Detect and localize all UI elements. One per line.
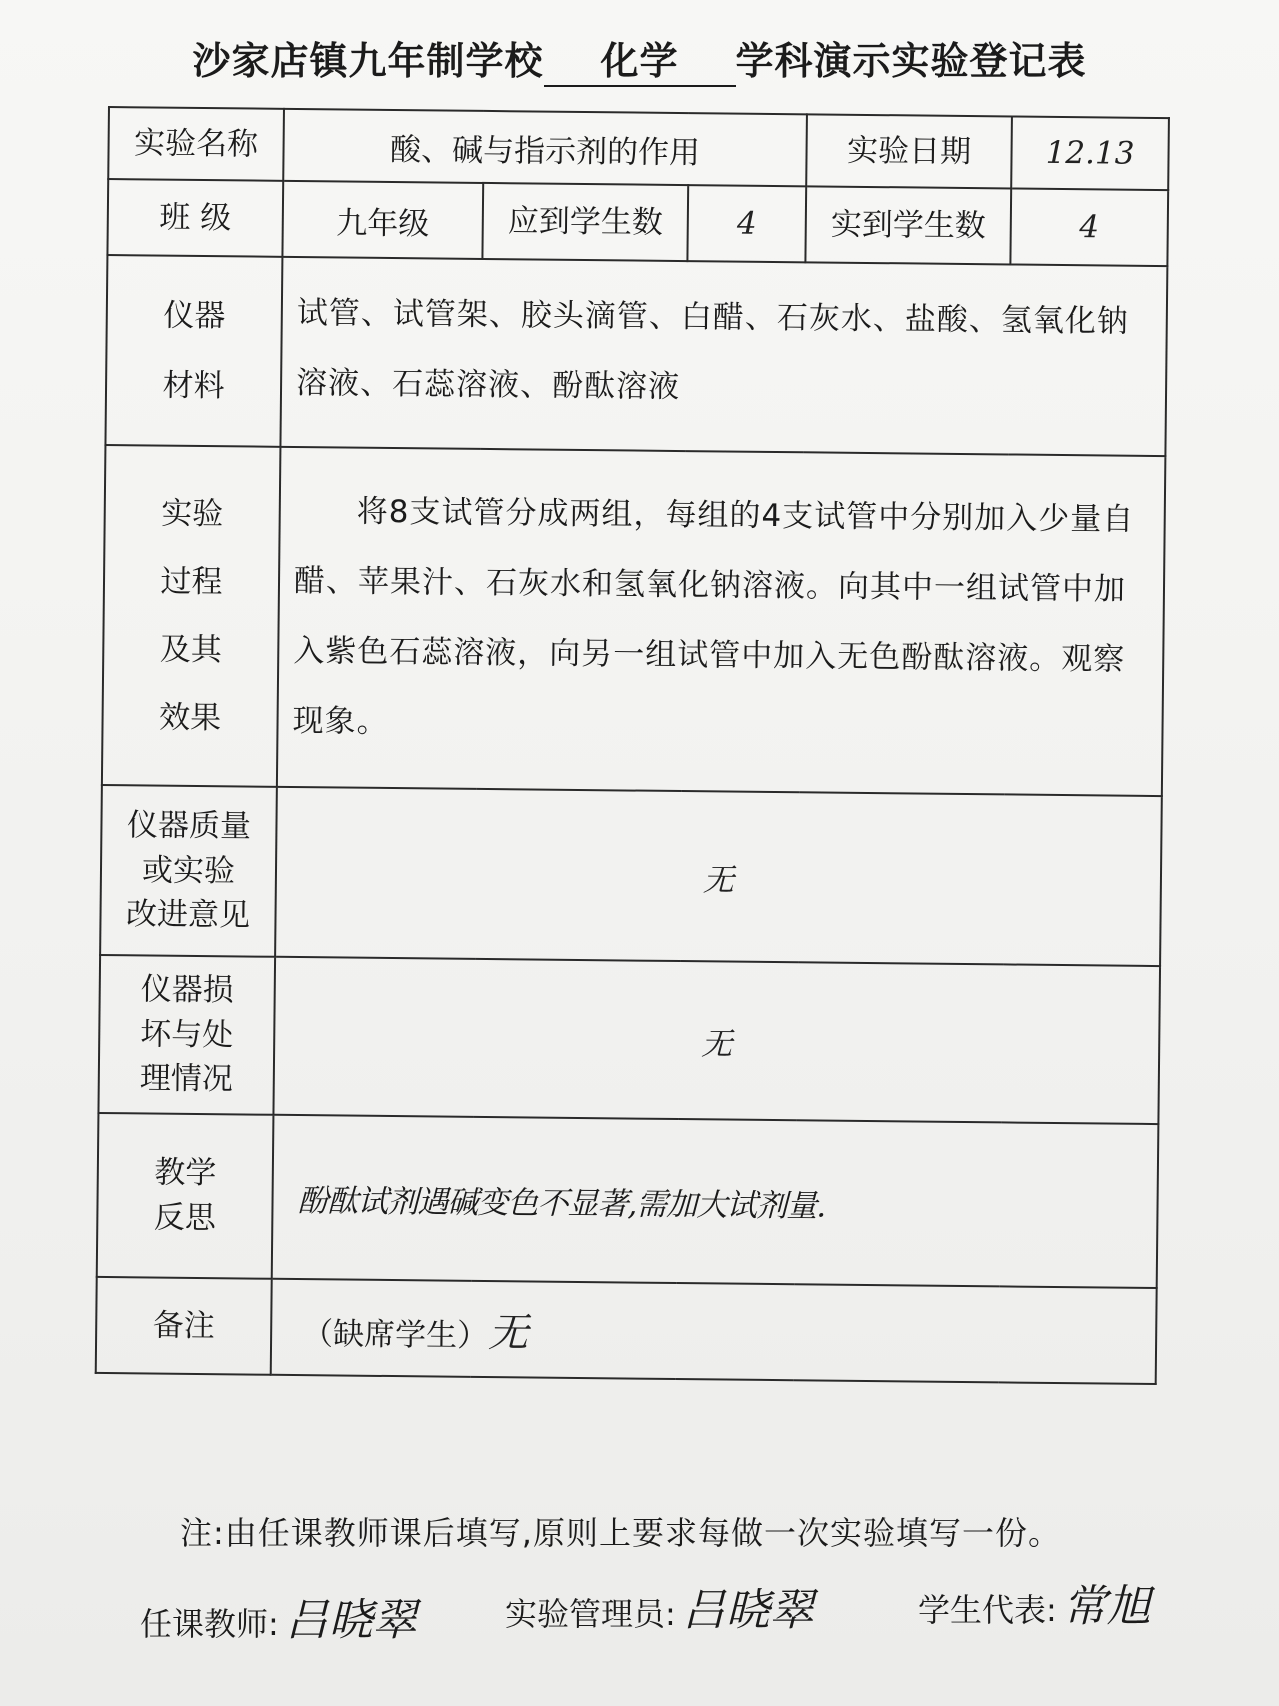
reflection-label-line2: 反思 <box>153 1199 217 1237</box>
reflection-label-line1: 教学 <box>154 1154 217 1192</box>
actual-count-label: 实到学生数 <box>805 186 1011 264</box>
process-label-line1: 实验 <box>161 495 224 533</box>
quality-value: 无 <box>275 787 1162 966</box>
damage-label-line3: 理情况 <box>139 1060 233 1098</box>
row-class-counts <box>107 179 1168 266</box>
materials-label <box>105 255 282 447</box>
row-materials <box>105 255 1167 456</box>
remark-value: 无 <box>487 1309 529 1356</box>
row-reflection <box>97 1113 1159 1288</box>
teacher-name: 吕晓翠 <box>284 1595 417 1646</box>
quality-label-line2: 或实验 <box>141 851 236 889</box>
class-value: 九年级 <box>282 181 483 259</box>
damage-label-line2: 坏与处 <box>140 1015 234 1053</box>
reflection-value: 酚酞试剂遇碱变色不显著,需加大试剂量. <box>272 1115 1159 1288</box>
row-damage <box>98 955 1160 1124</box>
expected-count-value: 4 <box>687 185 806 262</box>
remark-value-cell <box>271 1279 1157 1384</box>
process-label-line4: 效果 <box>158 699 222 737</box>
quality-label-line1: 仪器质量 <box>126 806 252 845</box>
title-prefix: 沙家店镇九年制学校 <box>192 39 544 83</box>
student-name: 常旭 <box>1062 1581 1151 1632</box>
student-signature <box>918 1570 1151 1634</box>
experiment-name-value: 酸、碱与指示剂的作用 <box>283 109 807 186</box>
row-quality <box>100 785 1162 966</box>
damage-value: 无 <box>273 957 1160 1124</box>
process-label <box>102 445 281 787</box>
materials-label-line1: 仪器 <box>163 297 226 335</box>
registration-table <box>95 106 1170 1385</box>
manager-signature <box>505 1574 814 1638</box>
date-label: 实验日期 <box>806 114 1012 188</box>
remark-label: 备注 <box>96 1277 272 1375</box>
manager-name: 吕晓翠 <box>681 1585 814 1636</box>
process-label-line2: 过程 <box>160 563 223 601</box>
page-title <box>0 30 1279 87</box>
materials-value: 试管、试管架、胶头滴管、白醋、石灰水、盐酸、氢氧化钠溶液、石蕊溶液、酚酞溶液 <box>280 257 1167 456</box>
row-name-date <box>108 107 1169 190</box>
manager-label: 实验管理员: <box>505 1595 676 1633</box>
row-process <box>102 445 1166 796</box>
title-subject: 化学 <box>544 30 736 87</box>
signature-row <box>0 1570 1279 1650</box>
actual-count-value: 4 <box>1010 188 1168 266</box>
date-value: 12.13 <box>1011 116 1169 190</box>
reflection-label <box>97 1113 274 1279</box>
class-label: 班 级 <box>107 179 283 257</box>
quality-label <box>100 785 277 957</box>
student-label: 学生代表: <box>918 1591 1057 1629</box>
teacher-label: 任课教师: <box>140 1605 279 1643</box>
quality-label-line3: 改进意见 <box>125 896 251 934</box>
experiment-name-label: 实验名称 <box>108 107 284 181</box>
footnote: 注:由任课教师课后填写,原则上要求每做一次实验填写一份。 <box>180 1514 1061 1552</box>
title-suffix: 学科演示实验登记表 <box>735 39 1087 83</box>
expected-count-label: 应到学生数 <box>482 183 688 261</box>
damage-label-line1: 仪器损 <box>140 970 234 1008</box>
process-value: 将8支试管分成两组，每组的4支试管中分别加入少量自醋、苹果汁、石灰水和氢氧化钠溶液。向其中一组试管中加入紫色石蕊溶液，向另一组试管中加入无色酚酞溶液。观察现象。 <box>277 447 1166 796</box>
row-remark <box>96 1277 1157 1384</box>
materials-label-line2: 材料 <box>162 367 225 405</box>
damage-label <box>98 955 275 1115</box>
remark-prefix: （缺席学生） <box>301 1315 489 1354</box>
process-label-line3: 及其 <box>159 631 222 669</box>
teacher-signature <box>140 1584 417 1648</box>
